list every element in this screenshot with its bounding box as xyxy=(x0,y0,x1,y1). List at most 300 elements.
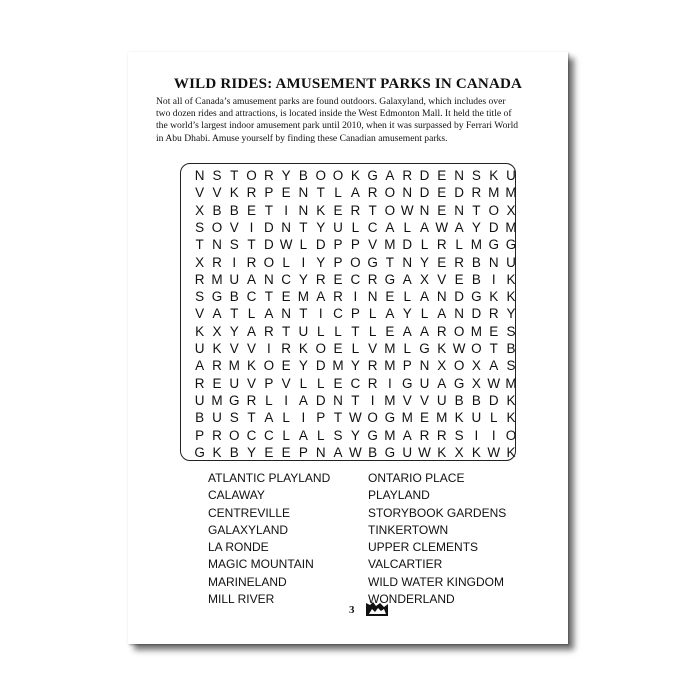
grid-letter: N xyxy=(333,392,343,408)
grid-letter: R xyxy=(350,202,361,218)
grid-letter: O xyxy=(228,427,240,443)
grid-letter: D xyxy=(419,168,430,183)
grid-letter: X xyxy=(454,444,464,460)
grid-letter: W xyxy=(348,410,362,426)
grid-letter: G xyxy=(367,427,378,443)
grid-letter: A xyxy=(247,271,257,287)
grid-letter: O xyxy=(384,185,396,201)
grid-letter: T xyxy=(230,306,239,322)
grid-letter: Y xyxy=(402,306,412,322)
word-list-item: WONDERLAND xyxy=(368,592,455,607)
grid-letter: O xyxy=(505,427,517,443)
grid-letter: V xyxy=(195,185,205,201)
grid-letter: A xyxy=(402,427,412,443)
grid-letter: R xyxy=(402,168,413,183)
grid-letter: O xyxy=(350,254,361,270)
grid-letter: W xyxy=(487,375,501,391)
grid-letter: C xyxy=(263,427,274,443)
word-list-left xyxy=(208,470,330,608)
grid-letter: A xyxy=(437,306,447,322)
grid-letter: K xyxy=(506,392,516,408)
grid-letter: N xyxy=(194,168,205,183)
grid-letter: W xyxy=(487,444,501,460)
grid-letter: L xyxy=(247,306,256,322)
grid-letter: C xyxy=(350,271,361,287)
grid-row xyxy=(191,184,520,201)
grid-letter: M xyxy=(488,185,500,201)
grid-letter: A xyxy=(212,306,222,322)
grid-letter: E xyxy=(454,271,464,287)
grid-letter: S xyxy=(471,168,481,183)
grid-letter: C xyxy=(333,306,343,322)
grid-letter: S xyxy=(506,323,516,339)
word-list-item: UPPER CLEMENTS xyxy=(368,540,479,555)
word-list-item: MAGIC MOUNTAIN xyxy=(208,557,314,572)
grid-letter: K xyxy=(195,323,205,339)
grid-row xyxy=(191,167,520,184)
word-list-item: MARINELAND xyxy=(208,574,287,589)
grid-letter: N xyxy=(488,254,499,270)
word-list-right xyxy=(368,470,506,608)
grid-letter: R xyxy=(367,271,378,287)
grid-row xyxy=(191,305,520,322)
grid-row xyxy=(191,392,520,409)
grid-letter: T xyxy=(299,306,308,322)
grid-letter: X xyxy=(212,323,222,339)
grid-letter: P xyxy=(264,375,274,391)
puzzle-page xyxy=(128,52,568,644)
grid-letter: O xyxy=(488,202,499,218)
grid-letter: K xyxy=(247,358,257,374)
grid-letter: E xyxy=(489,323,499,339)
grid-letter: U xyxy=(229,271,240,287)
grid-letter: M xyxy=(505,185,517,201)
grid-letter: E xyxy=(281,358,291,374)
grid-letter: G xyxy=(419,341,430,356)
grid-letter: O xyxy=(315,341,326,356)
grid-letter: W xyxy=(435,219,449,235)
grid-letter: K xyxy=(506,271,516,287)
grid-letter: B xyxy=(298,168,308,183)
grid-letter: T xyxy=(264,202,273,218)
grid-row xyxy=(191,219,520,236)
grid-letter: B xyxy=(212,202,222,218)
grid-letter: R xyxy=(488,306,499,322)
word-list-item: LA RONDE xyxy=(208,540,269,555)
grid-letter: G xyxy=(453,375,465,391)
grid-letter: R xyxy=(333,289,343,305)
grid-letter: Y xyxy=(316,254,326,270)
grid-letter: A xyxy=(298,427,308,443)
word-list-item: CALAWAY xyxy=(208,488,265,503)
grid-letter: P xyxy=(298,444,308,460)
word-list-item: ATLANTIC PLAYLAND xyxy=(208,471,331,485)
grid-letter: R xyxy=(246,185,257,201)
grid-letter: V xyxy=(420,392,430,408)
grid-letter: Y xyxy=(298,358,308,374)
grid-letter: R xyxy=(263,323,274,339)
grid-letter: L xyxy=(368,306,377,322)
grid-letter: D xyxy=(454,185,464,201)
word-list-item: STORYBOOK GARDENS xyxy=(368,505,507,520)
grid-letter: M xyxy=(401,410,413,426)
grid-letter: T xyxy=(299,219,308,235)
page-number: 3 xyxy=(349,604,355,616)
grid-letter: B xyxy=(229,202,239,218)
grid-letter: D xyxy=(263,219,274,235)
grid-letter: K xyxy=(489,289,499,305)
grid-letter: I xyxy=(284,392,289,408)
grid-letter: K xyxy=(316,202,326,218)
grid-letter: G xyxy=(367,254,378,270)
grid-letter: X xyxy=(471,358,481,374)
grid-letter: G xyxy=(384,444,396,460)
grid-letter: P xyxy=(333,237,343,253)
grid-letter: O xyxy=(384,202,396,218)
grid-letter: O xyxy=(246,168,257,183)
grid-letter: G xyxy=(401,375,413,391)
grid-letter: U xyxy=(506,168,516,183)
grid-letter: R xyxy=(194,271,205,287)
grid-letter: D xyxy=(402,237,413,253)
grid-letter: O xyxy=(332,168,344,183)
grid-letter: S xyxy=(454,427,464,443)
grid-letter: L xyxy=(403,341,411,356)
grid-letter: B xyxy=(471,392,481,408)
grid-letter: R xyxy=(454,254,464,270)
grid-letter: M xyxy=(332,358,344,374)
grid-letter: A xyxy=(333,444,343,460)
grid-letter: E xyxy=(385,323,395,339)
grid-letter: N xyxy=(281,306,291,322)
grid-letter: N xyxy=(419,202,430,218)
grid-letter: M xyxy=(384,237,396,253)
grid-letter: M xyxy=(470,237,483,253)
grid-letter: B xyxy=(471,254,481,270)
grid-letter: Y xyxy=(350,427,360,443)
grid-letter: B xyxy=(229,289,239,305)
grid-letter: R xyxy=(367,358,378,374)
grid-letter: O xyxy=(453,323,465,339)
grid-letter: L xyxy=(282,410,290,426)
grid-letter: U xyxy=(298,323,309,339)
grid-letter: O xyxy=(263,254,275,270)
grid-letter: X xyxy=(195,202,205,218)
grid-letter: A xyxy=(316,289,326,305)
grid-letter: C xyxy=(350,375,361,391)
grid-letter: R xyxy=(194,375,205,391)
grid-letter: V xyxy=(212,185,222,201)
grid-letter: R xyxy=(263,168,274,183)
grid-letter: T xyxy=(316,185,325,201)
grid-row xyxy=(191,254,520,271)
grid-letter: I xyxy=(301,410,306,426)
grid-letter: N xyxy=(402,185,413,201)
grid-letter: K xyxy=(489,168,499,183)
grid-letter: D xyxy=(488,392,499,408)
grid-letter: K xyxy=(506,410,516,426)
grid-letter: A xyxy=(247,323,257,339)
grid-letter: L xyxy=(351,341,360,356)
grid-letter: E xyxy=(281,185,291,201)
grid-letter: A xyxy=(264,306,274,322)
grid-letter: A xyxy=(420,323,430,339)
grid-letter: C xyxy=(281,271,291,287)
grid-letter: O xyxy=(263,358,275,374)
grid-letter: Y xyxy=(506,306,516,322)
grid-letter: V xyxy=(247,341,257,356)
grid-letter: A xyxy=(420,219,430,235)
grid-letter: E xyxy=(385,289,395,305)
grid-letter: G xyxy=(471,289,482,305)
grid-letter: T xyxy=(247,410,256,426)
grid-letter: S xyxy=(229,237,239,253)
grid-letter: L xyxy=(368,323,377,339)
word-list-item: MILL RIVER xyxy=(208,592,275,607)
grid-letter: N xyxy=(436,289,447,305)
grid-letter: T xyxy=(351,392,360,408)
grid-letter: T xyxy=(385,254,395,270)
grid-letter: G xyxy=(194,444,205,460)
grid-letter: R xyxy=(281,341,291,356)
grid-letter: A xyxy=(385,168,395,183)
grid-letter: A xyxy=(402,323,412,339)
grid-letter: Y xyxy=(281,168,291,183)
grid-letter: D xyxy=(263,237,274,253)
grid-letter: V xyxy=(195,306,205,322)
grid-letter: G xyxy=(228,392,240,408)
grid-letter: I xyxy=(318,306,323,322)
grid-letter: V xyxy=(437,271,447,287)
grid-letter: L xyxy=(403,219,411,235)
grid-letter: R xyxy=(212,254,222,270)
grid-letter: Y xyxy=(229,323,239,339)
grid-letter: E xyxy=(333,341,343,356)
grid-letter: N xyxy=(454,168,464,183)
grid-letter: M xyxy=(505,375,517,391)
grid-letter: E xyxy=(437,254,447,270)
grid-letter: M xyxy=(436,410,448,426)
grid-letter: C xyxy=(246,427,257,443)
grid-letter: T xyxy=(333,410,343,426)
grid-letter: E xyxy=(212,375,222,391)
grid-letter: L xyxy=(316,427,325,443)
grid-letter: P xyxy=(350,237,360,253)
grid-letter: G xyxy=(367,168,378,183)
grid-letter: U xyxy=(212,410,222,426)
grid-letter: I xyxy=(370,392,375,408)
flag-logo-icon xyxy=(364,601,390,617)
grid-letter: X xyxy=(195,254,205,270)
grid-letter: Y xyxy=(471,219,481,235)
grid-letter: E xyxy=(437,202,447,218)
word-list-item: VALCARTIER xyxy=(368,557,443,572)
grid-letter: Y xyxy=(247,444,257,460)
grid-letter: L xyxy=(316,375,325,391)
grid-letter: A xyxy=(195,358,205,374)
grid-letter: T xyxy=(351,323,360,339)
grid-letter: D xyxy=(315,237,326,253)
grid-letter: P xyxy=(264,185,274,201)
grid-letter: R xyxy=(436,237,447,253)
grid-letter: U xyxy=(333,219,343,235)
grid-letter: K xyxy=(454,410,464,426)
grid-letter: N xyxy=(454,306,464,322)
grid-letter: P xyxy=(333,254,343,270)
grid-letter: U xyxy=(229,375,240,391)
grid-letter: R xyxy=(367,375,378,391)
grid-letter: E xyxy=(281,444,291,460)
grid-letter: I xyxy=(249,219,254,235)
grid-letter: M xyxy=(297,289,310,305)
grid-letter: U xyxy=(506,254,516,270)
grid-letter: K xyxy=(437,444,447,460)
word-list-item: PLAYLAND xyxy=(368,488,430,503)
grid-letter: Y xyxy=(316,219,326,235)
grid-letter: V xyxy=(402,392,412,408)
grid-letter: E xyxy=(264,444,274,460)
grid-letter: T xyxy=(247,237,256,253)
grid-letter: U xyxy=(471,410,482,426)
grid-letter: V xyxy=(229,341,239,356)
grid-letter: N xyxy=(281,219,291,235)
grid-letter: G xyxy=(384,410,396,426)
grid-letter: X xyxy=(506,202,516,218)
grid-row xyxy=(191,340,520,357)
grid-letter: L xyxy=(334,323,342,339)
grid-letter: W xyxy=(348,444,362,460)
grid-letter: V xyxy=(247,375,257,391)
grid-letter: E xyxy=(437,185,447,201)
grid-letter: K xyxy=(437,341,447,356)
grid-letter: R xyxy=(471,185,482,201)
grid-letter: S xyxy=(333,427,343,443)
grid-letter: V xyxy=(281,375,291,391)
grid-row xyxy=(191,323,520,340)
grid-letter: K xyxy=(471,444,481,460)
grid-letter: K xyxy=(229,185,239,201)
grid-letter: X xyxy=(471,375,481,391)
grid-letter: G xyxy=(488,237,499,253)
grid-letter: Y xyxy=(420,254,430,270)
grid-row xyxy=(191,444,520,461)
grid-letter: D xyxy=(471,306,482,322)
grid-letter: X xyxy=(420,271,430,287)
grid-letter: L xyxy=(420,237,429,253)
grid-letter: V xyxy=(368,237,378,253)
grid-letter: B xyxy=(229,444,239,460)
intro-line: two dozen rides and attractions, is located inside the West Edmonton Mall. It held the title of xyxy=(156,108,512,120)
grid-letter: S xyxy=(229,410,239,426)
grid-letter: N xyxy=(367,289,378,305)
grid-letter: R xyxy=(436,427,447,443)
word-list-item: ONTARIO PLACE xyxy=(368,471,465,485)
grid-letter: O xyxy=(453,358,465,374)
grid-letter: M xyxy=(384,392,396,408)
word-search-grid xyxy=(180,163,516,461)
grid-letter: A xyxy=(420,289,430,305)
grid-letter: R xyxy=(419,427,430,443)
grid-letter: T xyxy=(282,323,291,339)
grid-letter: L xyxy=(265,392,273,408)
grid-letter: N xyxy=(212,237,222,253)
grid-letter: A xyxy=(385,219,395,235)
grid-letter: R xyxy=(436,323,447,339)
grid-letter: L xyxy=(299,237,308,253)
grid-letter: U xyxy=(436,392,447,408)
grid-letter: L xyxy=(334,185,342,201)
grid-letter: W xyxy=(418,444,431,460)
grid-row xyxy=(191,202,520,219)
grid-letter: A xyxy=(350,185,360,201)
word-list-item: CENTREVILLE xyxy=(208,505,291,520)
grid-letter: M xyxy=(384,358,396,374)
grid-letter: V xyxy=(229,219,239,235)
grid-letter: B xyxy=(195,410,205,426)
grid-row xyxy=(191,288,520,305)
grid-letter: W xyxy=(452,341,466,356)
grid-letter: D xyxy=(315,358,326,374)
grid-letter: K xyxy=(506,289,516,305)
grid-letter: T xyxy=(472,202,481,218)
grid-letter: A xyxy=(402,271,412,287)
grid-letter: M xyxy=(505,219,517,235)
grid-letter: M xyxy=(384,341,396,356)
grid-letter: Y xyxy=(350,358,360,374)
grid-letter: D xyxy=(419,185,430,201)
grid-letter: E xyxy=(333,271,343,287)
grid-letter: I xyxy=(474,427,479,443)
intro-paragraph xyxy=(156,96,548,145)
grid-letter: M xyxy=(228,358,240,374)
grid-letter: D xyxy=(488,219,499,235)
grid-letter: I xyxy=(284,202,289,218)
grid-letter: E xyxy=(333,202,343,218)
grid-letter: A xyxy=(264,410,274,426)
grid-letter: O xyxy=(471,341,482,356)
intro-line: in Abu Dhabi. Amuse yourself by finding these Canadian amusement parks. xyxy=(156,132,448,144)
grid-letter: P xyxy=(316,410,326,426)
grid-letter: R xyxy=(212,427,222,443)
grid-letter: I xyxy=(232,254,237,270)
grid-letter: T xyxy=(264,289,273,305)
grid-letter: A xyxy=(298,392,308,408)
grid-row xyxy=(191,271,520,288)
grid-letter: L xyxy=(282,427,290,443)
grid-letter: Y xyxy=(298,271,308,287)
grid-letter: W xyxy=(400,202,414,218)
grid-letter: U xyxy=(194,341,205,356)
grid-letter: T xyxy=(230,168,239,183)
grid-letter: M xyxy=(211,392,223,408)
intro-line: Not all of Canada’s amusement parks are found outdoors. Galaxyland, which includes over xyxy=(156,96,506,107)
grid-letter: A xyxy=(489,358,499,374)
word-list-item: TINKERTOWN xyxy=(368,522,449,537)
grid-letter: X xyxy=(437,358,447,374)
grid-letter: U xyxy=(402,444,413,460)
grid-letter: B xyxy=(506,341,516,356)
grid-letter: N xyxy=(298,202,309,218)
grid-letter: V xyxy=(368,341,378,356)
grid-letter: L xyxy=(403,289,411,305)
grid-letter: I xyxy=(266,341,271,356)
grid-letter: U xyxy=(194,392,205,408)
grid-letter: L xyxy=(489,410,498,426)
grid-letter: A xyxy=(385,306,395,322)
grid-letter: D xyxy=(315,392,326,408)
grid-row xyxy=(191,409,520,426)
grid-letter: L xyxy=(420,306,429,322)
